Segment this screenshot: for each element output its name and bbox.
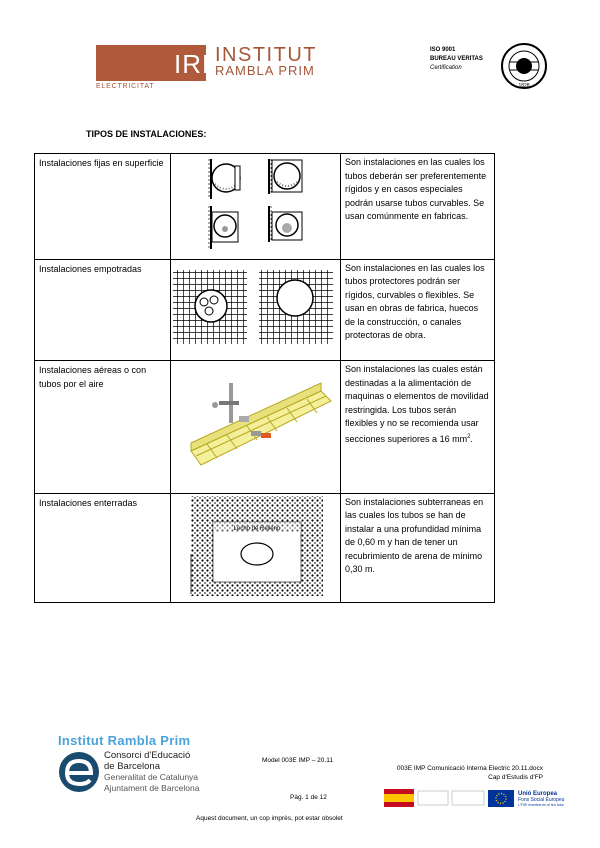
consorci-text [104, 751, 199, 793]
row-name: Instalaciones fijas en superficie [35, 154, 171, 260]
surface-conduit-diagram-icon [171, 154, 340, 254]
cable-tray-icon [171, 361, 340, 488]
ministry-logo-icon [418, 791, 448, 805]
eu-fund: Fons Social Europeu [518, 797, 565, 803]
consorci-line-1: Consorci d'Educació [104, 750, 191, 761]
doc-dept: Cap d'Estudis d'FP [488, 774, 543, 781]
eu-slogan: L'FSE inverteix en el teu futur [518, 803, 564, 807]
buried-conduit-diagram-icon [171, 494, 340, 598]
print-note: Aquest document, un cop imprès, pot estar obsolet [196, 815, 343, 822]
embedded-conduit-diagram-icon [171, 260, 340, 356]
cert-bv: BUREAU VERITAS [430, 56, 483, 62]
row-description: Son instalaciones las cuales están destinadas a la alimentación de maquinas o elementos de movilidad restringida. Los tubos serán flexibles y no se recomienda usar secciones superiores a 16 mm [345, 364, 489, 444]
consorci-line-4: Ajuntament de Barcelona [104, 782, 200, 793]
row-description: Son instalaciones en las cuales los tubos deberán ser preferentemente rígidos y en casos especiales podrán usarse tubos curvables. Se usan comúnmente en fabricas. [341, 154, 495, 260]
generalitat-logo-icon [452, 791, 484, 805]
seal-year: 1828 [518, 83, 530, 89]
logo-rambla-text: RAMBLA PRIM [215, 63, 315, 78]
funding-logos [384, 787, 584, 809]
eu-label: Unió Europea [518, 791, 558, 797]
fill-bed-label: Lecho de Relleno [233, 525, 281, 532]
row-description: Son instalaciones subterraneas en las cuales los tubos se han de instalar a una profundidad mínima de 0,60 m y han de tener un recubrimiento de arena de mínimo 0,30 m. [341, 493, 495, 603]
table-row [35, 361, 495, 494]
doc-name: 003E IMP Comunicació Interna Electric 20.11.docx [396, 765, 543, 772]
row-name: Instalaciones empotradas [35, 259, 171, 361]
row-description: Son instalaciones en las cuales los tubos protectores podrán ser rígidos, curvables o flexibles. Se usan en obras de fabrica, huecos de la construcción, o canales protectoras de obra. [341, 259, 495, 361]
row-name: Instalaciones aéreas o con tubos por el aire [35, 361, 171, 494]
table-row [35, 259, 495, 361]
cert-iso: ISO 9001 [430, 47, 456, 53]
consorci-e-logo-icon [58, 751, 100, 793]
logo-block [96, 45, 221, 81]
footer-institut-name: Institut Rambla Prim [58, 733, 191, 748]
table-row [35, 154, 495, 260]
bureau-veritas-seal-icon [500, 42, 548, 90]
consorci-line-3: Generalitat de Catalunya [104, 772, 199, 782]
logo-subtitle: ELECTRICITAT [96, 83, 155, 90]
superscript: 2 [467, 433, 471, 440]
consorci-line-2: de Barcelona [104, 760, 160, 772]
model-code: Model 003E IMP – 20.11 [262, 757, 333, 764]
document-filename [357, 764, 543, 782]
row-description-end: . [470, 433, 473, 444]
logo-institut-text: INSTITUT [215, 44, 317, 66]
cert-label: Certification [430, 65, 462, 71]
page-number: Pàg. 1 de 12 [290, 794, 327, 801]
eu-flag-icon [488, 790, 514, 807]
certification-text [430, 46, 500, 74]
row-name: Instalaciones enterradas [35, 493, 171, 603]
table-row [35, 493, 495, 603]
logo-irp-text: IRP [174, 49, 221, 79]
document-title: TIPOS DE INSTALACIONES: [86, 129, 207, 139]
installations-table [34, 153, 495, 603]
